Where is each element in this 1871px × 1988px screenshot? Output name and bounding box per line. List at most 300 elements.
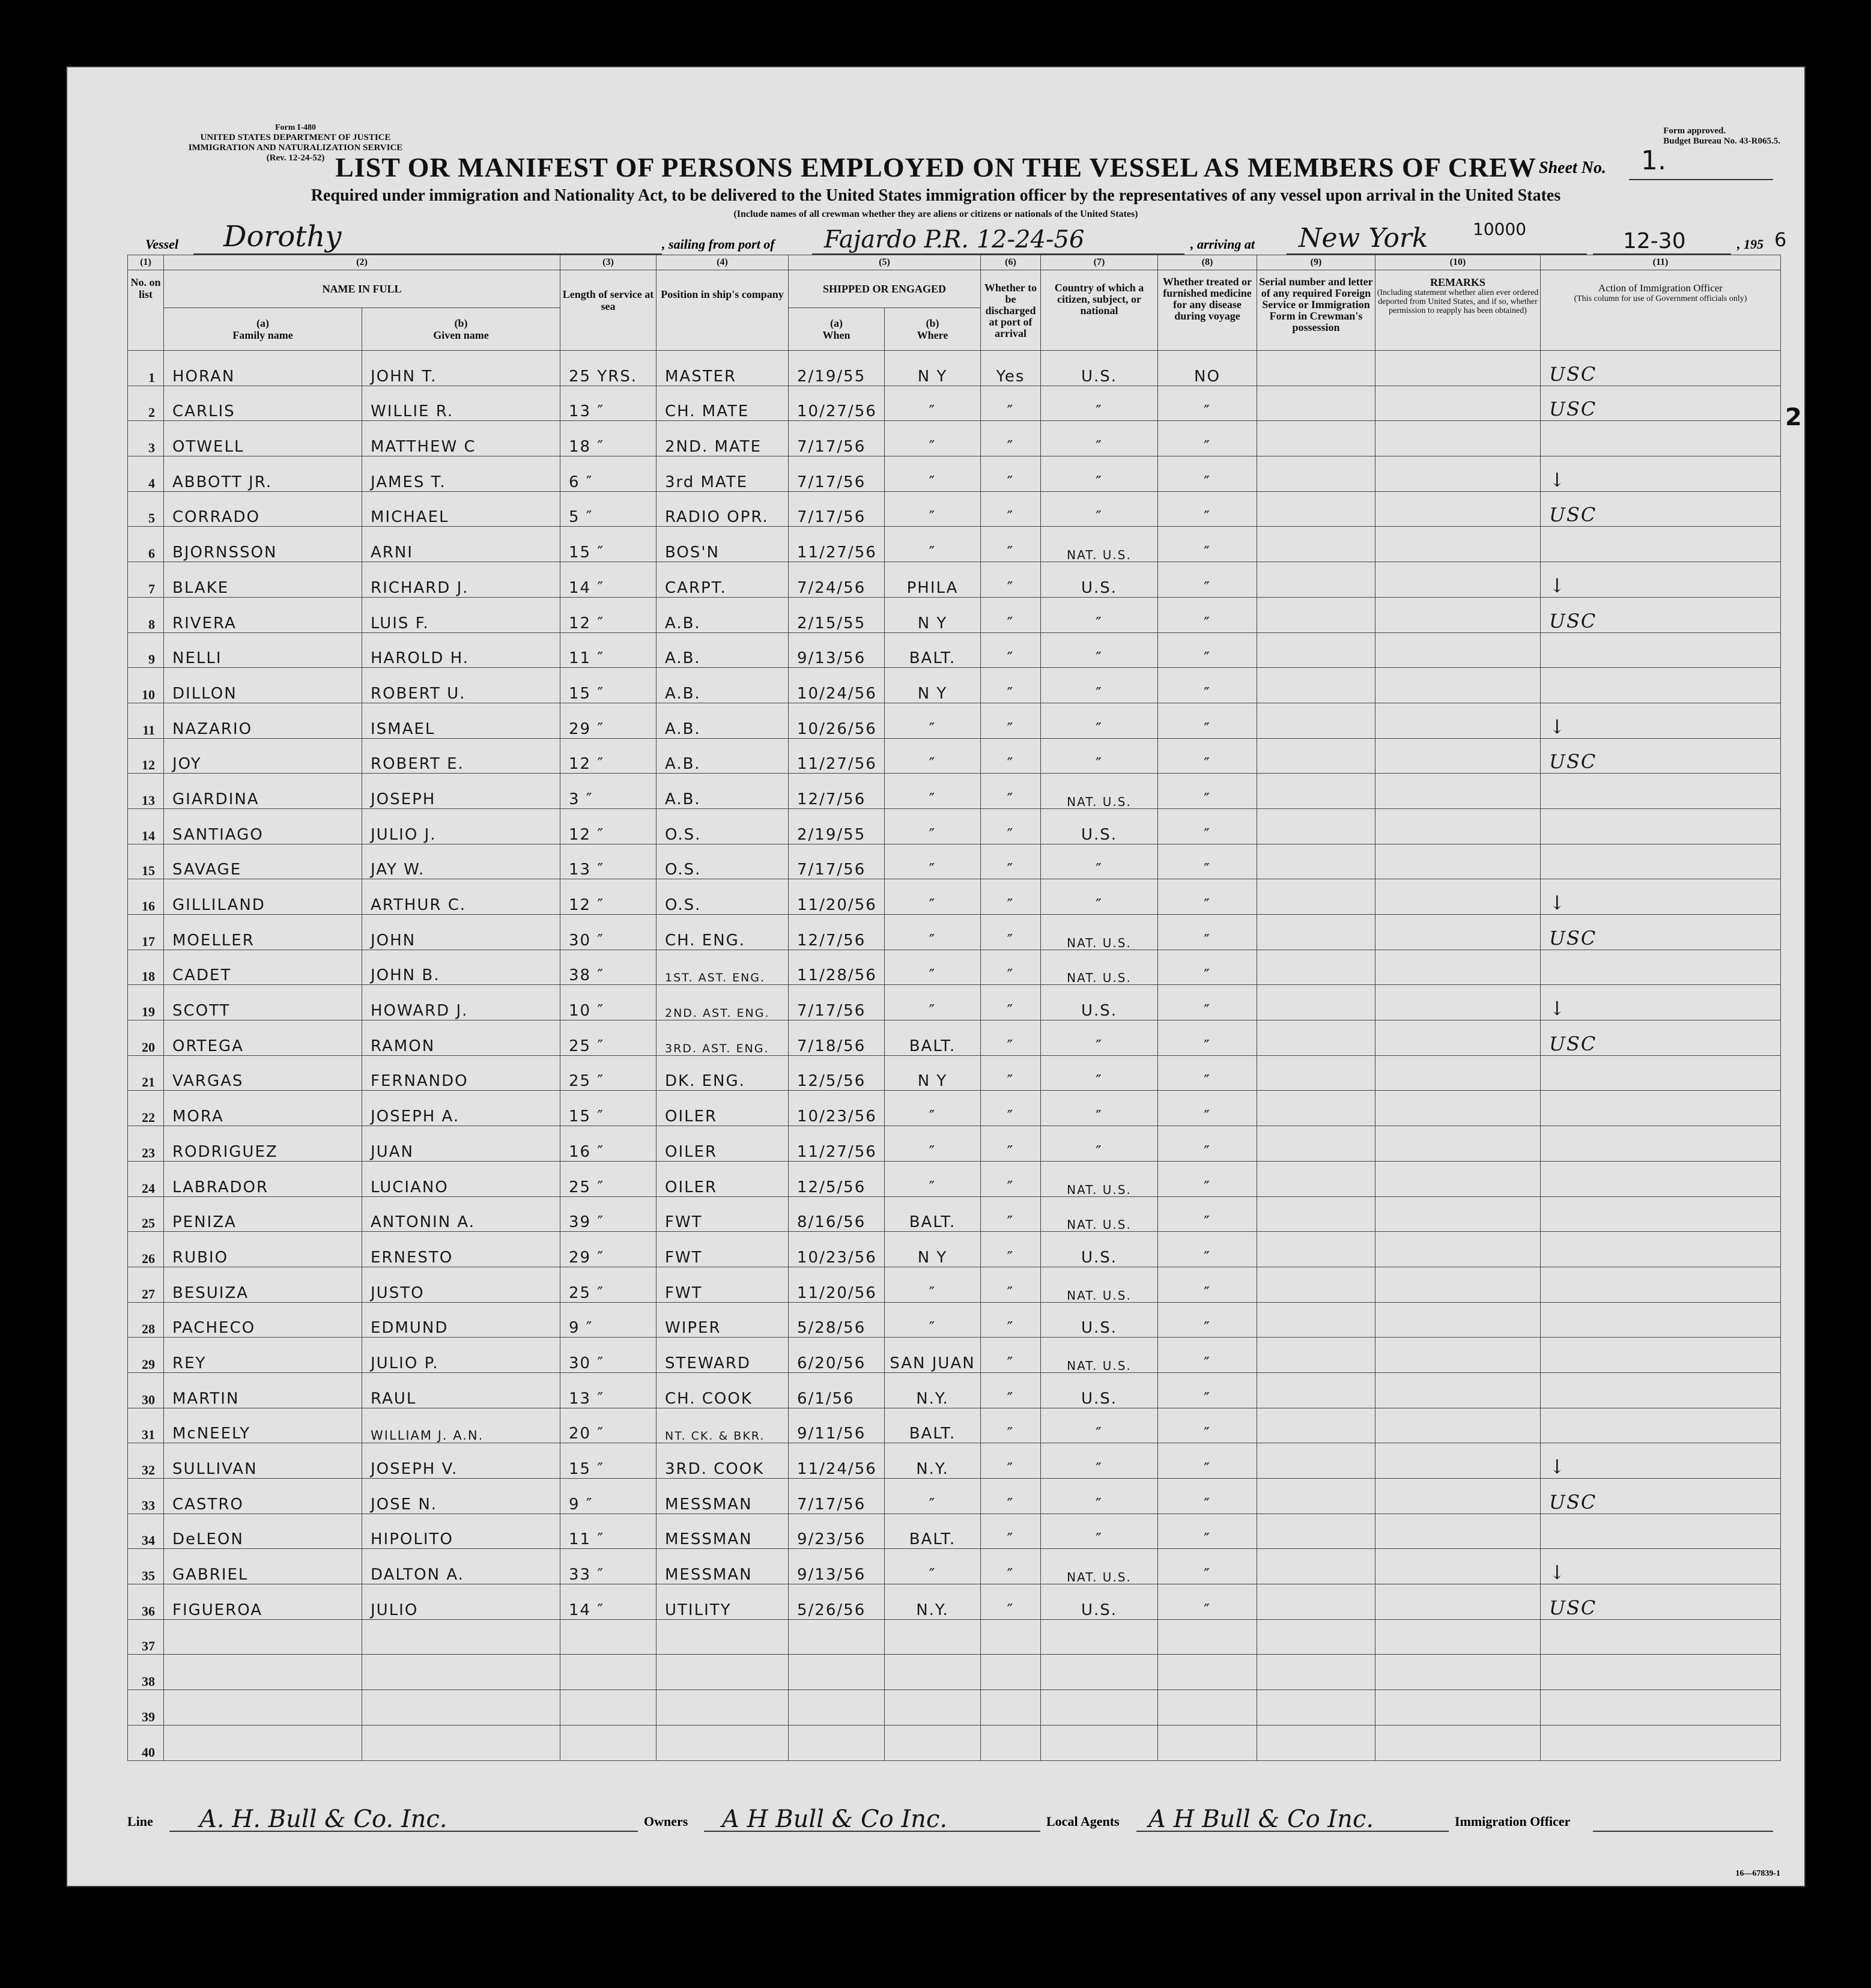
given-name-cell: ARNI — [362, 527, 560, 562]
discharged-cell: ″ — [981, 562, 1041, 598]
row-number-cell: 10 — [128, 668, 164, 703]
crew-row — [128, 351, 1781, 386]
country-cell: ″ — [1041, 738, 1158, 774]
shipped-when-cell: 5/26/56 — [789, 1584, 885, 1620]
family-name-cell: BESUIZA — [164, 1267, 362, 1302]
page-subtitle: Required under immigration and Nationality Act, to be delivered to the United States immigration officer by the representatives of any vessel upon arrival in the United States — [311, 186, 1561, 205]
year-prefix: , 195 — [1737, 237, 1763, 252]
remarks-cell — [1375, 985, 1541, 1020]
when-col-label: When — [822, 329, 851, 341]
shipped-where-cell: ″ — [885, 1091, 981, 1126]
row-number-cell: 14 — [128, 808, 164, 844]
family-name-cell: MORA — [164, 1091, 362, 1126]
crew-row — [128, 1196, 1781, 1232]
position-cell: 3rd MATE — [657, 456, 789, 492]
row-number-cell: 25 — [128, 1196, 164, 1232]
service-length-cell: 30 ″ — [560, 915, 657, 950]
service-length-cell: 12 ″ — [560, 808, 657, 844]
service-length-cell: 15 ″ — [560, 668, 657, 703]
serial-number-cell — [1257, 668, 1375, 703]
shipped-where-cell: N Y — [885, 1055, 981, 1091]
given-name-cell: JUAN — [362, 1126, 560, 1162]
family-col-letter: (a) — [256, 317, 269, 329]
shipped-where-cell: N Y — [885, 597, 981, 632]
serial-number-cell — [1257, 421, 1375, 456]
medicine-cell: ″ — [1158, 668, 1257, 703]
medicine-cell: ″ — [1158, 950, 1257, 985]
given-name-cell — [362, 1655, 560, 1690]
officer-label: Immigration Officer — [1455, 1814, 1571, 1829]
medicine-cell: ″ — [1158, 491, 1257, 527]
serial-number-cell — [1257, 1196, 1375, 1232]
discharged-cell: ″ — [981, 1267, 1041, 1302]
crew-row — [128, 1161, 1781, 1196]
country-cell: ″ — [1041, 632, 1158, 668]
crew-row — [128, 491, 1781, 527]
country-cell: NAT. U.S. — [1041, 774, 1158, 809]
country-cell: ″ — [1041, 1091, 1158, 1126]
medicine-cell: ″ — [1158, 774, 1257, 809]
service-length-cell: 15 ″ — [560, 1091, 657, 1126]
col-medicine-header: Whether treated or furnished medicine for any disease during voyage — [1158, 270, 1257, 351]
position-cell: MESSMAN — [657, 1479, 789, 1514]
position-cell: MASTER — [657, 351, 789, 386]
action-title: Action of Immigration Officer — [1598, 282, 1723, 294]
row-number-cell: 32 — [128, 1443, 164, 1479]
col-action-header — [1541, 270, 1781, 351]
service-length-cell: 15 ″ — [560, 527, 657, 562]
immigration-action-cell — [1541, 1302, 1781, 1338]
shipped-when-cell: 10/23/56 — [789, 1232, 885, 1267]
row-number-cell: 18 — [128, 950, 164, 985]
position-cell: DK. ENG. — [657, 1055, 789, 1091]
medicine-cell: ″ — [1158, 1372, 1257, 1408]
shipped-where-cell: N Y — [885, 668, 981, 703]
medicine-cell: ″ — [1158, 1020, 1257, 1056]
country-cell: ″ — [1041, 456, 1158, 492]
shipped-when-cell: 11/27/56 — [789, 738, 885, 774]
immigration-action-cell — [1541, 1690, 1781, 1726]
remarks-cell — [1375, 844, 1541, 879]
crew-row — [128, 632, 1781, 668]
shipped-when-cell: 7/17/56 — [789, 491, 885, 527]
medicine-cell: ″ — [1158, 879, 1257, 915]
given-name-cell: JOSEPH — [362, 774, 560, 809]
serial-number-cell — [1257, 1126, 1375, 1162]
serial-number-cell — [1257, 1690, 1375, 1726]
position-cell: A.B. — [657, 738, 789, 774]
shipped-when-cell: 9/23/56 — [789, 1514, 885, 1549]
family-name-cell: ABBOTT JR. — [164, 456, 362, 492]
shipped-when-cell: 11/20/56 — [789, 1267, 885, 1302]
row-number-cell: 28 — [128, 1302, 164, 1338]
shipped-where-cell: ″ — [885, 985, 981, 1020]
serial-number-cell — [1257, 491, 1375, 527]
serial-number-cell — [1257, 1302, 1375, 1338]
immigration-action-cell — [1541, 1232, 1781, 1267]
shipped-when-cell: 5/28/56 — [789, 1302, 885, 1338]
remarks-cell — [1375, 1725, 1541, 1760]
immigration-action-cell: USC — [1541, 351, 1781, 386]
discharged-cell: ″ — [981, 1408, 1041, 1443]
position-cell — [657, 1725, 789, 1760]
given-name-cell: JOSEPH V. — [362, 1443, 560, 1479]
year-digit: 6 — [1774, 228, 1787, 251]
position-cell: MESSMAN — [657, 1549, 789, 1584]
sheet-rule — [1629, 179, 1773, 180]
crew-row — [128, 844, 1781, 879]
shipped-when-cell: 6/1/56 — [789, 1372, 885, 1408]
given-name-cell: JAY W. — [362, 844, 560, 879]
medicine-cell: ″ — [1158, 844, 1257, 879]
family-name-cell: GABRIEL — [164, 1549, 362, 1584]
family-name-cell: ORTEGA — [164, 1020, 362, 1056]
family-name-cell: BLAKE — [164, 562, 362, 598]
country-cell: U.S. — [1041, 985, 1158, 1020]
shipped-where-cell: ″ — [885, 1479, 981, 1514]
service-length-cell: 11 ″ — [560, 1514, 657, 1549]
discharged-cell: ″ — [981, 527, 1041, 562]
remarks-cell — [1375, 1161, 1541, 1196]
service-length-cell: 6 ″ — [560, 456, 657, 492]
medicine-cell: ″ — [1158, 703, 1257, 738]
medicine-cell: ″ — [1158, 1161, 1257, 1196]
service-length-cell: 12 ″ — [560, 738, 657, 774]
position-cell — [657, 1690, 789, 1726]
medicine-cell: ″ — [1158, 1584, 1257, 1620]
given-name-cell: LUCIANO — [362, 1161, 560, 1196]
remarks-cell — [1375, 1549, 1541, 1584]
service-length-cell: 25 ″ — [560, 1267, 657, 1302]
immigration-action-cell: USC — [1541, 915, 1781, 950]
given-name-cell — [362, 1690, 560, 1726]
given-name-cell — [362, 1725, 560, 1760]
position-cell: A.B. — [657, 632, 789, 668]
crew-row — [128, 562, 1781, 598]
row-number-cell: 1 — [128, 351, 164, 386]
row-number-cell: 24 — [128, 1161, 164, 1196]
country-cell — [1041, 1655, 1158, 1690]
remarks-cell — [1375, 915, 1541, 950]
country-cell: ″ — [1041, 703, 1158, 738]
row-number-cell: 21 — [128, 1055, 164, 1091]
shipped-when-cell — [789, 1655, 885, 1690]
position-cell: FWT — [657, 1267, 789, 1302]
shipped-when-cell: 12/5/56 — [789, 1055, 885, 1091]
remarks-cell — [1375, 879, 1541, 915]
serial-number-cell — [1257, 1055, 1375, 1091]
discharged-cell: Yes — [981, 351, 1041, 386]
shipped-where-cell: ″ — [885, 915, 981, 950]
discharged-cell: ″ — [981, 1302, 1041, 1338]
family-name-cell: RODRIGUEZ — [164, 1126, 362, 1162]
shipped-when-cell: 7/17/56 — [789, 456, 885, 492]
serial-number-cell — [1257, 1479, 1375, 1514]
medicine-cell: ″ — [1158, 738, 1257, 774]
shipped-where-cell: ″ — [885, 1302, 981, 1338]
shipped-when-cell — [789, 1725, 885, 1760]
remarks-cell — [1375, 1267, 1541, 1302]
page-title: LIST OR MANIFEST OF PERSONS EMPLOYED ON THE VESSEL AS MEMBERS OF CREW — [335, 152, 1536, 183]
immigration-action-cell: USC — [1541, 1479, 1781, 1514]
given-name-cell: JOHN T. — [362, 351, 560, 386]
remarks-cell — [1375, 808, 1541, 844]
service-length-cell — [560, 1690, 657, 1726]
row-number-cell: 9 — [128, 632, 164, 668]
remarks-cell — [1375, 1302, 1541, 1338]
remarks-cell — [1375, 1196, 1541, 1232]
medicine-cell — [1158, 1655, 1257, 1690]
family-name-cell: NELLI — [164, 632, 362, 668]
service-length-cell: 39 ″ — [560, 1196, 657, 1232]
remarks-cell — [1375, 1091, 1541, 1126]
service-length-cell: 12 ″ — [560, 597, 657, 632]
immigration-action-cell — [1541, 1372, 1781, 1408]
medicine-cell: ″ — [1158, 527, 1257, 562]
country-cell: U.S. — [1041, 562, 1158, 598]
serial-number-cell — [1257, 1408, 1375, 1443]
remarks-cell — [1375, 1408, 1541, 1443]
immigration-action-cell — [1541, 1055, 1781, 1091]
serial-number-cell — [1257, 1161, 1375, 1196]
serial-number-cell — [1257, 1091, 1375, 1126]
shipped-where-cell: ″ — [885, 808, 981, 844]
shipped-when-cell: 9/13/56 — [789, 1549, 885, 1584]
family-name-cell: SANTIAGO — [164, 808, 362, 844]
country-cell: ″ — [1041, 386, 1158, 421]
discharged-cell: ″ — [981, 738, 1041, 774]
remarks-cell — [1375, 1479, 1541, 1514]
given-name-cell: MICHAEL — [362, 491, 560, 527]
crew-row — [128, 774, 1781, 809]
remarks-cell — [1375, 1372, 1541, 1408]
given-name-cell: FERNANDO — [362, 1055, 560, 1091]
shipped-when-cell: 9/11/56 — [789, 1408, 885, 1443]
medicine-cell: NO — [1158, 351, 1257, 386]
position-cell: WIPER — [657, 1302, 789, 1338]
shipped-when-cell: 12/7/56 — [789, 915, 885, 950]
shipped-where-cell — [885, 1725, 981, 1760]
given-name-cell: ROBERT E. — [362, 738, 560, 774]
agents-value: A H Bull & Co Inc. — [1148, 1805, 1374, 1833]
given-name-cell: ERNESTO — [362, 1232, 560, 1267]
shipped-where-cell: ″ — [885, 456, 981, 492]
immigration-action-cell: ↓ — [1541, 703, 1781, 738]
immigration-action-cell — [1541, 1514, 1781, 1549]
immigration-action-cell: USC — [1541, 1584, 1781, 1620]
shipped-when-cell: 8/16/56 — [789, 1196, 885, 1232]
row-number-cell: 30 — [128, 1372, 164, 1408]
given-name-cell: JOSEPH A. — [362, 1091, 560, 1126]
country-cell: ″ — [1041, 1479, 1158, 1514]
family-name-cell: REY — [164, 1338, 362, 1373]
family-name-cell: PACHECO — [164, 1302, 362, 1338]
serial-number-cell — [1257, 1338, 1375, 1373]
serial-number-cell — [1257, 597, 1375, 632]
family-name-cell: MOELLER — [164, 915, 362, 950]
remarks-cell — [1375, 703, 1541, 738]
sheet-label: Sheet No. — [1539, 159, 1606, 177]
discharged-cell: ″ — [981, 1126, 1041, 1162]
given-name-cell: JOSE N. — [362, 1479, 560, 1514]
immigration-action-cell — [1541, 1408, 1781, 1443]
immigration-action-cell — [1541, 844, 1781, 879]
family-name-cell — [164, 1725, 362, 1760]
col-2-num: (2) — [164, 255, 560, 270]
where-col-label: Where — [917, 329, 948, 341]
crew-row — [128, 1232, 1781, 1267]
remarks-cell — [1375, 386, 1541, 421]
family-name-cell: VARGAS — [164, 1055, 362, 1091]
medicine-cell: ″ — [1158, 1091, 1257, 1126]
shipped-where-cell: N Y — [885, 351, 981, 386]
service-length-cell: 9 ″ — [560, 1302, 657, 1338]
crew-row — [128, 1690, 1781, 1726]
crew-row — [128, 1725, 1781, 1760]
crew-row — [128, 738, 1781, 774]
position-cell: 2ND. AST. ENG. — [657, 985, 789, 1020]
row-number-cell: 11 — [128, 703, 164, 738]
row-number-cell: 5 — [128, 491, 164, 527]
immigration-action-cell — [1541, 950, 1781, 985]
discharged-cell: ″ — [981, 1584, 1041, 1620]
medicine-cell: ″ — [1158, 915, 1257, 950]
position-cell: MESSMAN — [657, 1514, 789, 1549]
discharged-cell: ″ — [981, 985, 1041, 1020]
col-11-num: (11) — [1541, 255, 1781, 270]
medicine-cell: ″ — [1158, 562, 1257, 598]
service-length-cell: 25 YRS. — [560, 351, 657, 386]
shipped-where-cell: ″ — [885, 421, 981, 456]
shipped-when-cell: 11/27/56 — [789, 1126, 885, 1162]
position-cell: O.S. — [657, 808, 789, 844]
given-name-cell: MATTHEW C — [362, 421, 560, 456]
immigration-action-cell — [1541, 1161, 1781, 1196]
serial-number-cell — [1257, 844, 1375, 879]
shipped-when-cell: 7/17/56 — [789, 421, 885, 456]
position-cell: A.B. — [657, 668, 789, 703]
col-serial-header: Serial number and letter of any required Foreign Service or Immigration Form in Crewman's possession — [1257, 270, 1375, 351]
col-where-header — [885, 308, 981, 351]
country-cell: U.S. — [1041, 351, 1158, 386]
discharged-cell: ″ — [981, 1443, 1041, 1479]
service-length-cell — [560, 1725, 657, 1760]
shipped-where-cell: ″ — [885, 527, 981, 562]
serial-number-cell — [1257, 1267, 1375, 1302]
position-cell: STEWARD — [657, 1338, 789, 1373]
medicine-cell: ″ — [1158, 1443, 1257, 1479]
arriving-port: New York — [1299, 223, 1428, 253]
remarks-cell — [1375, 1655, 1541, 1690]
position-cell: A.B. — [657, 703, 789, 738]
revision-date: (Rev. 12-24-52) — [266, 153, 325, 163]
serial-number-cell — [1257, 456, 1375, 492]
col-5-num: (5) — [789, 255, 981, 270]
shipped-when-cell: 2/19/55 — [789, 808, 885, 844]
crew-row — [128, 1302, 1781, 1338]
country-cell — [1041, 1619, 1158, 1655]
country-cell: NAT. U.S. — [1041, 915, 1158, 950]
immigration-action-cell — [1541, 632, 1781, 668]
country-cell: NAT. U.S. — [1041, 950, 1158, 985]
shipped-where-cell: PHILA — [885, 562, 981, 598]
row-number-cell: 2 — [128, 386, 164, 421]
shipped-where-cell: ″ — [885, 879, 981, 915]
crew-row — [128, 1655, 1781, 1690]
serial-number-cell — [1257, 562, 1375, 598]
budget-bureau-no: Budget Bureau No. 43-R065.5. — [1663, 136, 1780, 146]
crew-row — [128, 668, 1781, 703]
col-position-header: Position in ship's company — [657, 270, 789, 351]
position-cell: 1ST. AST. ENG. — [657, 950, 789, 985]
position-cell: 3RD. COOK — [657, 1443, 789, 1479]
crew-row — [128, 879, 1781, 915]
medicine-cell: ″ — [1158, 1514, 1257, 1549]
discharged-cell: ″ — [981, 668, 1041, 703]
row-number-cell: 36 — [128, 1584, 164, 1620]
remarks-cell — [1375, 562, 1541, 598]
position-cell: A.B. — [657, 597, 789, 632]
discharged-cell: ″ — [981, 844, 1041, 879]
medicine-cell: ″ — [1158, 1267, 1257, 1302]
medicine-cell: ″ — [1158, 1055, 1257, 1091]
col-4-num: (4) — [657, 255, 789, 270]
position-cell: CARPT. — [657, 562, 789, 598]
service-length-cell: 14 ″ — [560, 1584, 657, 1620]
shipped-when-cell: 12/5/56 — [789, 1161, 885, 1196]
discharged-cell: ″ — [981, 1479, 1041, 1514]
crew-row — [128, 527, 1781, 562]
service-length-cell: 11 ″ — [560, 632, 657, 668]
given-name-cell: HAROLD H. — [362, 632, 560, 668]
immigration-action-cell — [1541, 1091, 1781, 1126]
shipped-when-cell: 12/7/56 — [789, 774, 885, 809]
position-cell: A.B. — [657, 774, 789, 809]
shipped-when-cell: 10/26/56 — [789, 703, 885, 738]
crew-row — [128, 456, 1781, 492]
discharged-cell: ″ — [981, 703, 1041, 738]
crew-table — [127, 255, 1781, 1761]
country-cell: ″ — [1041, 421, 1158, 456]
sheet-number: 1. — [1641, 145, 1666, 176]
given-name-cell: RICHARD J. — [362, 562, 560, 598]
given-name-cell: ROBERT U. — [362, 668, 560, 703]
family-name-cell — [164, 1655, 362, 1690]
row-number-cell: 16 — [128, 879, 164, 915]
family-name-cell: SULLIVAN — [164, 1443, 362, 1479]
immigration-action-cell — [1541, 1619, 1781, 1655]
col-7-num: (7) — [1041, 255, 1158, 270]
shipped-where-cell: ″ — [885, 703, 981, 738]
family-name-cell: DeLEON — [164, 1514, 362, 1549]
serial-number-cell — [1257, 950, 1375, 985]
shipped-where-cell: ″ — [885, 738, 981, 774]
given-name-cell: DALTON A. — [362, 1549, 560, 1584]
position-cell — [657, 1655, 789, 1690]
family-name-cell: GIARDINA — [164, 774, 362, 809]
service-length-cell: 13 ″ — [560, 844, 657, 879]
crew-row — [128, 1372, 1781, 1408]
country-cell: ″ — [1041, 879, 1158, 915]
family-name-cell: MARTIN — [164, 1372, 362, 1408]
remarks-cell — [1375, 950, 1541, 985]
immigration-action-cell — [1541, 421, 1781, 456]
service-length-cell: 30 ″ — [560, 1338, 657, 1373]
crew-row — [128, 1514, 1781, 1549]
serial-number-cell — [1257, 1619, 1375, 1655]
family-name-cell: CARLIS — [164, 386, 362, 421]
position-cell: BOS'N — [657, 527, 789, 562]
